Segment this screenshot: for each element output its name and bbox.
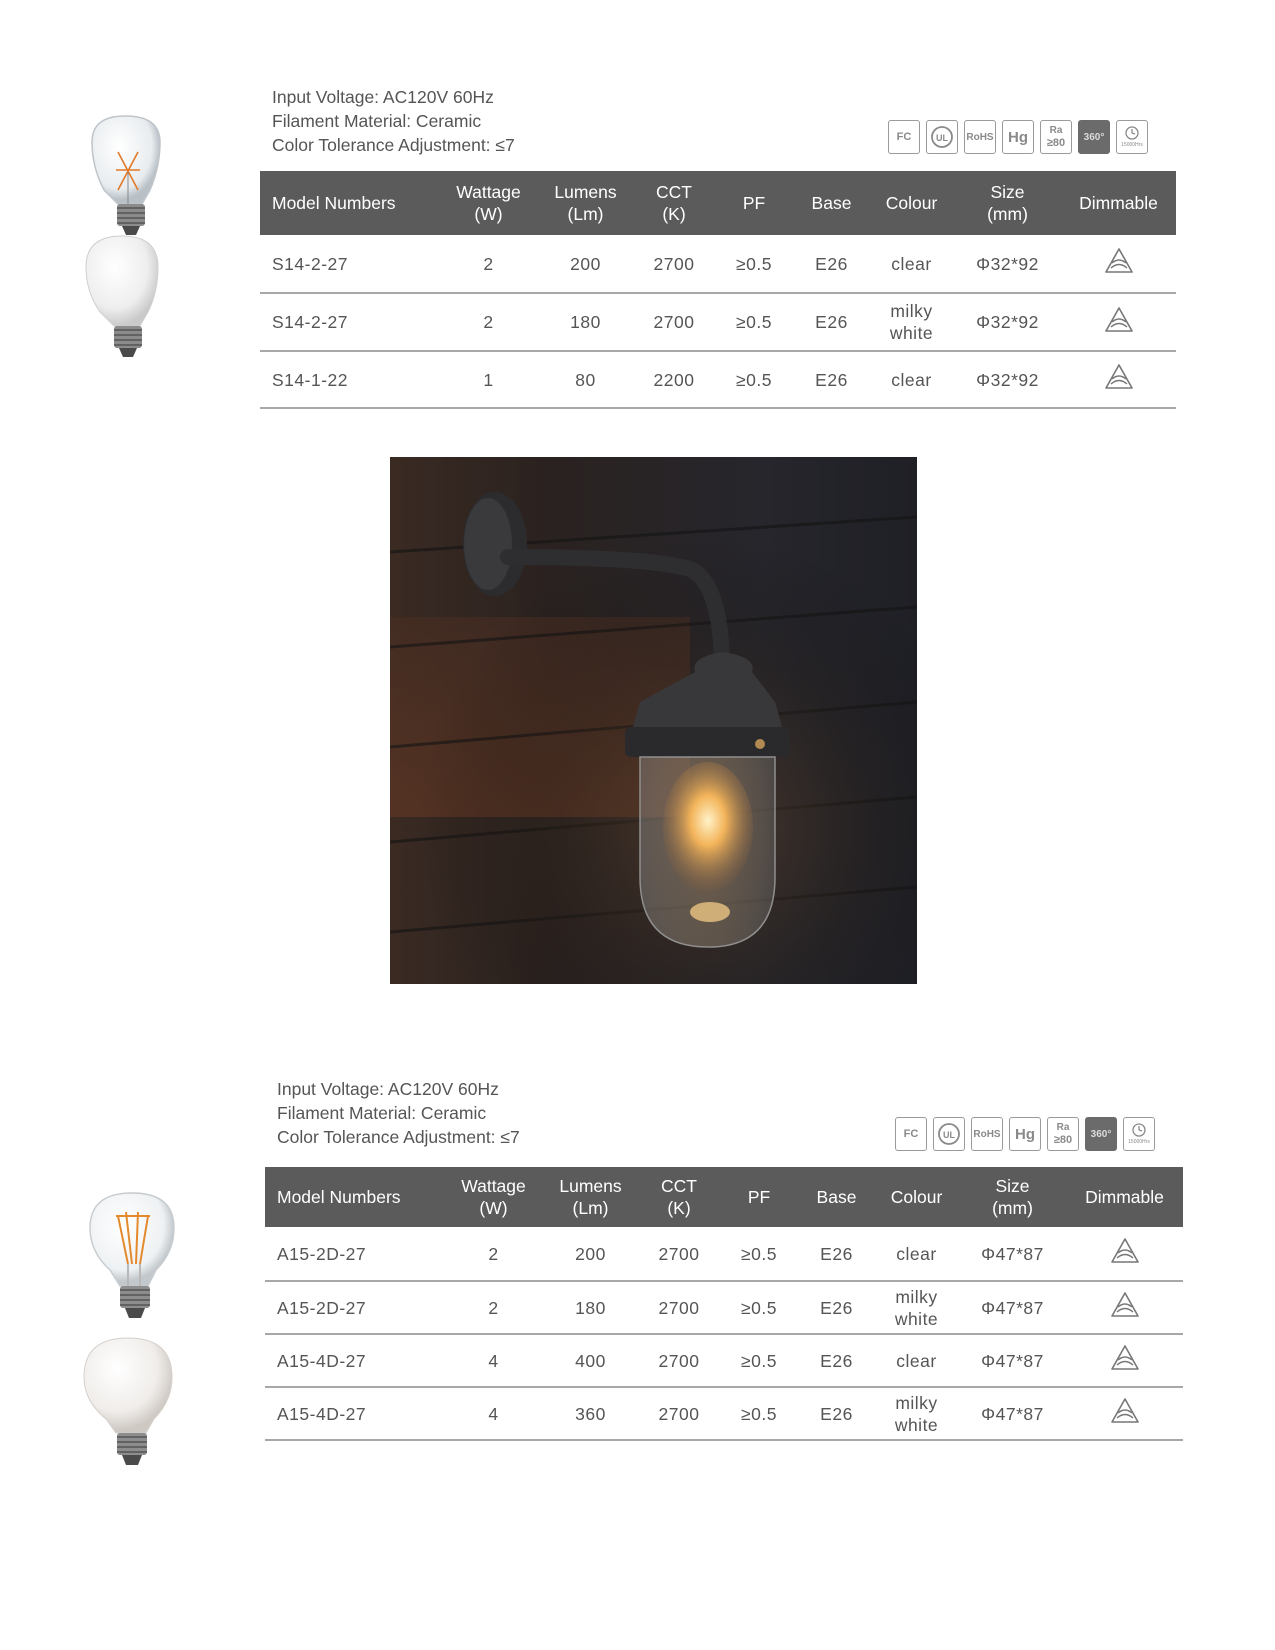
cell-size: Φ47*87	[959, 1387, 1066, 1440]
cell-pf: ≥0.5	[719, 1334, 799, 1387]
cell-dimmable	[1061, 293, 1176, 351]
cell-pf: ≥0.5	[719, 1387, 799, 1440]
rohs-icon: RoHS	[971, 1117, 1003, 1151]
cell-model: S14-2-27	[260, 235, 440, 293]
cell-wattage: 1	[440, 351, 537, 408]
cell-cct: 2700	[634, 235, 714, 293]
header-cct: CCT (K)	[634, 171, 714, 235]
fcc-icon: FC	[888, 120, 920, 154]
cell-colour: milky white	[874, 1281, 959, 1334]
header-model-numbers: Model Numbers	[265, 1167, 445, 1227]
header-colour: Colour	[874, 1167, 959, 1227]
cell-model: S14-2-27	[260, 293, 440, 351]
certification-icons	[895, 1117, 1155, 1151]
cell-size: Φ32*92	[954, 351, 1061, 408]
header-wattage: Wattage (W)	[445, 1167, 542, 1227]
s14-milky-bulb-image	[78, 232, 178, 362]
section-a15	[0, 1080, 1275, 1500]
header-lumens: Lumens (Lm)	[542, 1167, 639, 1227]
cell-dimmable	[1066, 1387, 1183, 1440]
s14-clear-bulb-image	[80, 112, 180, 242]
cell-pf: ≥0.5	[719, 1281, 799, 1334]
cell-dimmable	[1066, 1281, 1183, 1334]
spec-notes	[277, 1077, 520, 1149]
cell-model: A15-4D-27	[265, 1387, 445, 1440]
table-row	[265, 1387, 1183, 1440]
ul-icon	[926, 120, 958, 154]
cell-wattage: 2	[445, 1227, 542, 1281]
cell-base: E26	[799, 1334, 874, 1387]
cell-wattage: 2	[445, 1281, 542, 1334]
header-pf: PF	[719, 1167, 799, 1227]
ul-label: UL	[943, 1130, 955, 1140]
cell-cct: 2700	[639, 1387, 719, 1440]
cell-pf: ≥0.5	[714, 293, 794, 351]
header-size: Size (mm)	[954, 171, 1061, 235]
lifetime-icon	[1116, 120, 1148, 154]
cri-label: Ra	[1056, 1122, 1070, 1133]
table-row	[260, 351, 1176, 408]
table-row	[265, 1227, 1183, 1281]
dimmable-icon	[1104, 306, 1134, 334]
cell-colour: clear	[869, 351, 954, 408]
cell-base: E26	[794, 235, 869, 293]
dimmable-icon	[1104, 363, 1134, 391]
cell-cct: 2700	[639, 1334, 719, 1387]
cell-lumens: 80	[537, 351, 634, 408]
table-row	[265, 1281, 1183, 1334]
cell-model: A15-2D-27	[265, 1227, 445, 1281]
input-voltage: Input Voltage: AC120V 60Hz	[277, 1079, 499, 1099]
dimmable-icon	[1110, 1344, 1140, 1372]
cell-wattage: 4	[445, 1387, 542, 1440]
cri-icon	[1040, 120, 1072, 154]
section-s14	[0, 0, 1275, 430]
certification-icons	[888, 120, 1148, 154]
cell-wattage: 4	[445, 1334, 542, 1387]
header-base: Base	[799, 1167, 874, 1227]
cell-colour: milky white	[869, 293, 954, 351]
wall-lamp-photo	[390, 457, 917, 984]
header-wattage: Wattage (W)	[440, 171, 537, 235]
cell-lumens: 400	[542, 1334, 639, 1387]
cell-lumens: 200	[537, 235, 634, 293]
ul-icon	[933, 1117, 965, 1151]
dimmable-icon	[1110, 1397, 1140, 1425]
dimmable-icon	[1104, 247, 1134, 275]
dimmable-icon	[1110, 1237, 1140, 1265]
rohs-icon: RoHS	[964, 120, 996, 154]
cell-cct: 2200	[634, 351, 714, 408]
cell-lumens: 180	[542, 1281, 639, 1334]
header-dimmable: Dimmable	[1066, 1167, 1183, 1227]
cell-lumens: 180	[537, 293, 634, 351]
cell-colour: clear	[874, 1334, 959, 1387]
cell-size: Φ32*92	[954, 235, 1061, 293]
cell-wattage: 2	[440, 235, 537, 293]
cell-base: E26	[794, 351, 869, 408]
lifetime-label: 15000Hrs	[1128, 1138, 1150, 1145]
header-dimmable: Dimmable	[1061, 171, 1176, 235]
cell-model: S14-1-22	[260, 351, 440, 408]
cri-value: ≥80	[1053, 1134, 1073, 1146]
cell-lumens: 360	[542, 1387, 639, 1440]
filament-material: Filament Material: Ceramic	[272, 111, 482, 131]
cell-pf: ≥0.5	[714, 351, 794, 408]
mercury-free-icon: Hg	[1002, 120, 1034, 154]
fcc-icon: FC	[895, 1117, 927, 1151]
cell-size: Φ32*92	[954, 293, 1061, 351]
cell-colour: clear	[874, 1227, 959, 1281]
table-row	[260, 235, 1176, 293]
mercury-free-icon: Hg	[1009, 1117, 1041, 1151]
filament-material: Filament Material: Ceramic	[277, 1103, 487, 1123]
cell-pf: ≥0.5	[714, 235, 794, 293]
beam-angle-icon: 360°	[1078, 120, 1110, 154]
lifetime-label: 15000Hrs	[1121, 141, 1143, 148]
cell-model: A15-4D-27	[265, 1334, 445, 1387]
cell-base: E26	[799, 1281, 874, 1334]
cri-value: ≥80	[1046, 137, 1066, 149]
spec-table-a15	[265, 1167, 1183, 1441]
header-base: Base	[794, 171, 869, 235]
cell-base: E26	[794, 293, 869, 351]
lifetime-icon	[1123, 1117, 1155, 1151]
a15-milky-bulb-image	[80, 1335, 190, 1475]
ul-label: UL	[936, 133, 948, 143]
cell-dimmable	[1066, 1227, 1183, 1281]
cell-cct: 2700	[639, 1281, 719, 1334]
dimmable-icon	[1110, 1291, 1140, 1319]
cell-model: A15-2D-27	[265, 1281, 445, 1334]
header-lumens: Lumens (Lm)	[537, 171, 634, 235]
table-header-row	[260, 171, 1176, 235]
cell-pf: ≥0.5	[719, 1227, 799, 1281]
cell-wattage: 2	[440, 293, 537, 351]
cell-dimmable	[1061, 235, 1176, 293]
cell-base: E26	[799, 1227, 874, 1281]
header-size: Size (mm)	[959, 1167, 1066, 1227]
table-header-row	[265, 1167, 1183, 1227]
cri-icon	[1047, 1117, 1079, 1151]
color-tolerance: Color Tolerance Adjustment: ≤7	[277, 1127, 520, 1147]
header-colour: Colour	[869, 171, 954, 235]
table-row	[265, 1334, 1183, 1387]
cell-colour: milky white	[874, 1387, 959, 1440]
spec-table-s14	[260, 171, 1176, 409]
cell-dimmable	[1061, 351, 1176, 408]
header-cct: CCT (K)	[639, 1167, 719, 1227]
table-row	[260, 293, 1176, 351]
a15-clear-bulb-image	[82, 1190, 192, 1330]
cri-label: Ra	[1049, 125, 1063, 136]
input-voltage: Input Voltage: AC120V 60Hz	[272, 87, 494, 107]
cell-size: Φ47*87	[959, 1334, 1066, 1387]
cell-dimmable	[1066, 1334, 1183, 1387]
header-model-numbers: Model Numbers	[260, 171, 440, 235]
cell-size: Φ47*87	[959, 1227, 1066, 1281]
spec-notes	[272, 85, 515, 157]
cell-cct: 2700	[634, 293, 714, 351]
cell-colour: clear	[869, 235, 954, 293]
header-pf: PF	[714, 171, 794, 235]
cell-base: E26	[799, 1387, 874, 1440]
cell-lumens: 200	[542, 1227, 639, 1281]
color-tolerance: Color Tolerance Adjustment: ≤7	[272, 135, 515, 155]
cell-size: Φ47*87	[959, 1281, 1066, 1334]
beam-angle-icon: 360°	[1085, 1117, 1117, 1151]
cell-cct: 2700	[639, 1227, 719, 1281]
